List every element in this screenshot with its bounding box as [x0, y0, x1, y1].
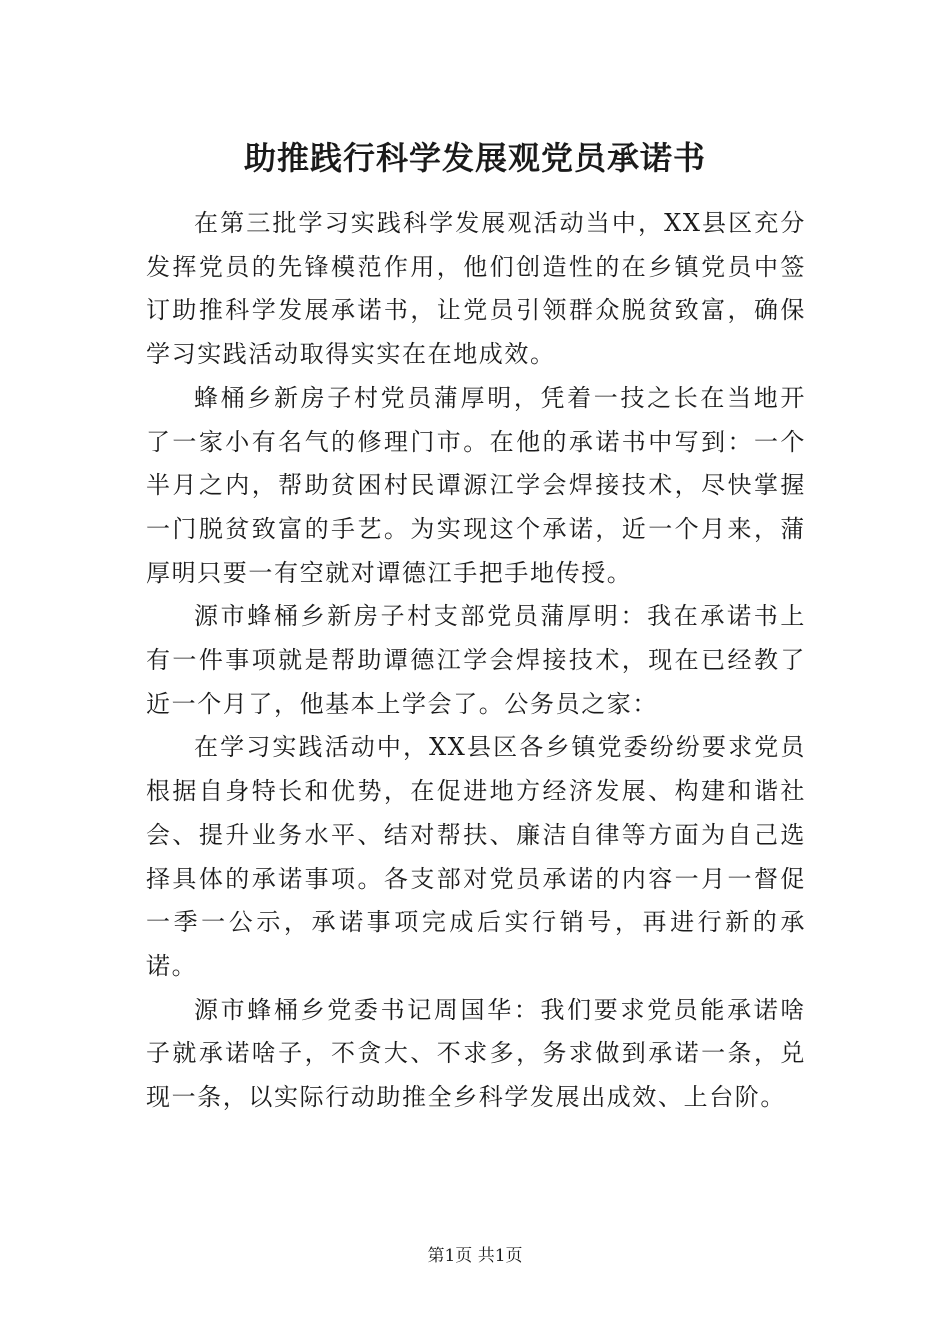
paragraph: 蜂桶乡新房子村党员蒲厚明，凭着一技之长在当地开了一家小有名气的修理门市。在他的承诺书中写到：一个半月之内，帮助贫困村民谭源江学会焊接技术，尽快掌握一门脱贫致富的手艺。为实现这个承诺，近一个月来，蒲厚明只要一有空就对谭德江手把手地传授。 — [146, 383, 806, 587]
paragraph: 在学习实践活动中，XX县区各乡镇党委纷纷要求党员根据自身特长和优势，在促进地方经济发展、构建和谐社会、提升业务水平、结对帮扶、廉洁自律等方面为自己选择具体的承诺事项。各支部对党员承诺的内容一月一督促一季一公示，承诺事项完成后实行销号，再进行新的承诺。 — [146, 733, 806, 980]
paragraph: 在第三批学习实践科学发展观活动当中，XX县区充分发挥党员的先锋模范作用，他们创造性的在乡镇党员中签订助推科学发展承诺书，让党员引领群众脱贫致富，确保学习实践活动取得实实在在地成效。 — [146, 209, 806, 369]
paragraph: 源市蜂桶乡新房子村支部党员蒲厚明：我在承诺书上有一件事项就是帮助谭德江学会焊接技术，现在已经教了近一个月了，他基本上学会了。公务员之家： — [146, 602, 806, 718]
document-title: 助推践行科学发展观党员承诺书 — [243, 139, 706, 177]
paragraph: 源市蜂桶乡党委书记周国华：我们要求党员能承诺啥子就承诺啥子，不贪大、不求多，务求做到承诺一条，兑现一条，以实际行动助推全乡科学发展出成效、上台阶。 — [146, 995, 806, 1112]
page-number-footer: 第1页 共1页 — [427, 1246, 523, 1266]
document-body — [146, 202, 806, 1120]
